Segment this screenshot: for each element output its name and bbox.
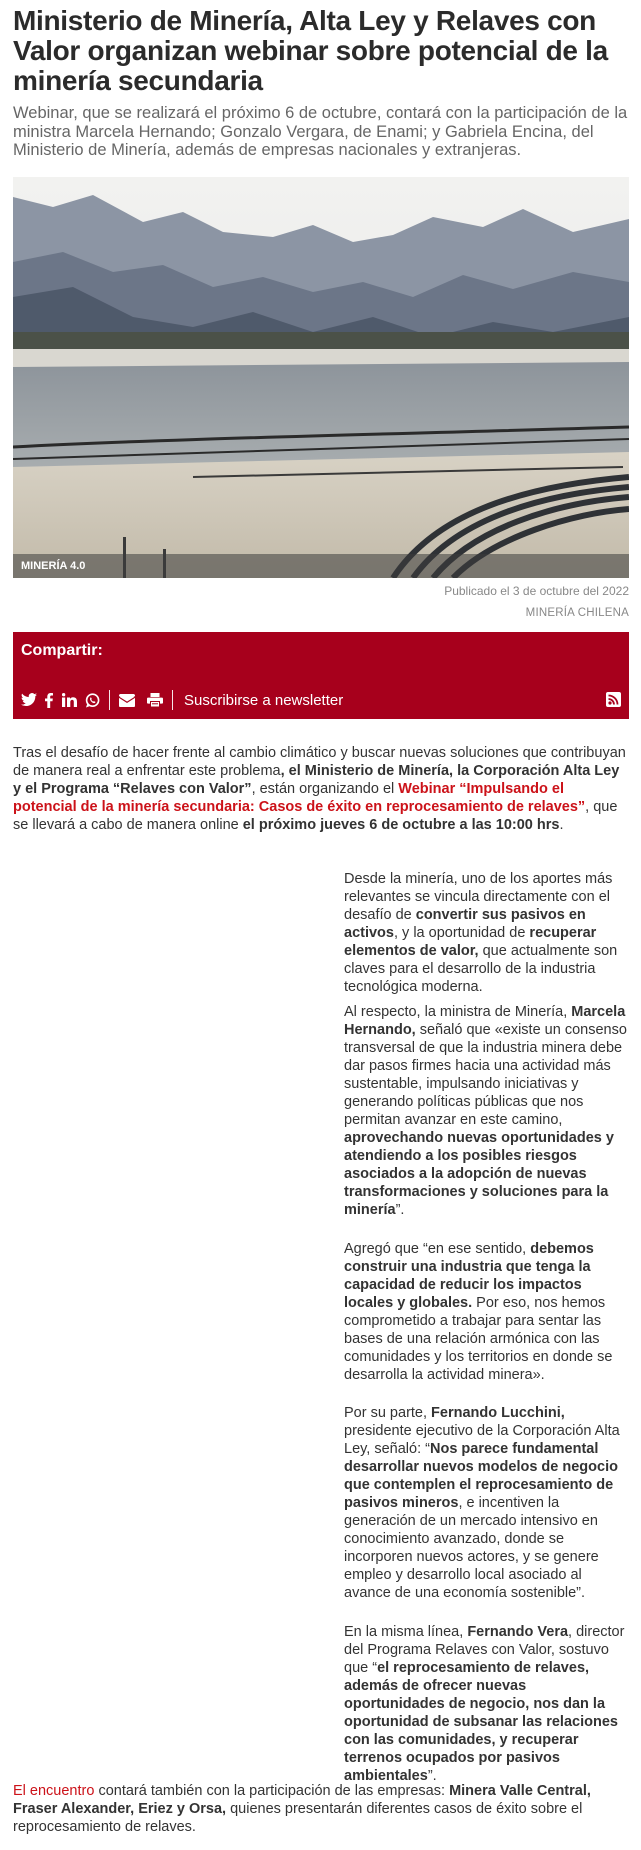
paragraph-ministra: Al respecto, la ministra de Minería, Marcela Hernando, señaló que «existe un consenso transversal de que la industria minera debe dar pasos firmes hacia una actividad más sustentable, impulsando iniciativas y generando políticas públicas que nos permitan avanzar en este camino, aprovechando nuevas oportunidades y atendiendo a los posibles riesgos asociados a la adopción de nuevas transformaciones y soluciones para la minería”. <box>344 1004 627 1218</box>
paragraph-industria: Agregó que “en ese sentido, debemos construir una industria que tenga la capacidad de reducir los impactos locales y globales. Por eso, nos hemos comprometido a trabajar para sentar las bases de una relación armónica con las comunidades y los territorios en donde se desarrolla la actividad minera». <box>344 1241 613 1383</box>
image-caption: MINERÍA 4.0 <box>13 554 629 578</box>
email-icon[interactable] <box>119 694 135 707</box>
article-source: MINERÍA CHILENA <box>525 607 629 619</box>
paragraph-encuentro: El encuentro contará también con la participación de las empresas: Minera Valle Central, Fraser Alexander, Eriez y Orsa, quienes presentarán diferentes casos de éxito sobre el reprocesamiento de relaves. <box>13 1783 591 1835</box>
article-hero-image <box>13 177 629 578</box>
divider <box>109 690 110 710</box>
linkedin-icon[interactable] <box>62 693 77 707</box>
print-icon[interactable] <box>147 693 163 707</box>
divider <box>172 690 173 710</box>
published-date: Publicado el 3 de octubre del 2022 <box>444 584 629 598</box>
whatsapp-icon[interactable] <box>85 693 100 708</box>
facebook-icon[interactable] <box>45 693 53 708</box>
share-bar <box>13 632 629 719</box>
tailings-landscape-illustration <box>13 177 629 578</box>
lead-paragraph: Tras el desafío de hacer frente al cambio climático y buscar nuevas soluciones que contribuyan de manera real a enfrentar este problema, el Ministerio de Minería, la Corporación Alta Ley y el Programa “Relaves con Valor”, están organizando el Webinar “Impulsando el potencial de la minería secundaria: Casos de éxito en reprocesamiento de relaves”, que se llevará a cabo de manera online el próximo jueves 6 de octubre a las 10:00 hrs. <box>13 745 626 833</box>
rss-icon[interactable] <box>606 692 621 707</box>
paragraph-lucchini: Por su parte, Fernando Lucchini, presidente ejecutivo de la Corporación Alta Ley, señaló: “Nos parece fundamental desarrollar nuevos modelos de negocio que contemplen el reprocesamiento de pasivos mineros, e incentiven la generación de un mercado intensivo en conocimiento avanzado, donde se incorporen nuevos actores, y se genere empleo y desarrollo local asociado al avance de una economía sostenible”. <box>344 1405 620 1601</box>
newsletter-subscribe-link[interactable]: Suscribirse a newsletter <box>184 691 344 709</box>
article-subtitle: Webinar, que se realizará el próximo 6 de octubre, contará con la participación de la ministra Marcela Hernando; Gonzalo Vergara, de Enami; y Gabriela Encina, del Ministerio de Minería, además de empresas nacionales y extranjeras. <box>13 104 628 159</box>
webinar-link[interactable]: Webinar “Impulsando el potencial de la minería secundaria: Casos de éxito en reprocesamiento de relaves” <box>13 781 586 815</box>
paragraph-pasivos: Desde la minería, uno de los aportes más relevantes se vincula directamente con el desafío de convertir sus pasivos en activos, y la oportunidad de recuperar elementos de valor, que actualmente son claves para el desarrollo de la industria tecnológica moderna. <box>344 871 618 995</box>
encuentro-link[interactable]: El encuentro <box>13 1783 95 1799</box>
twitter-icon[interactable] <box>21 693 37 707</box>
paragraph-vera: En la misma línea, Fernando Vera, director del Programa Relaves con Valor, sostuvo que “el reprocesamiento de relaves, además de ofrecer nuevas oportunidades de negocio, nos dan la oportunidad de subsanar las relaciones con las comunidades, y recuperar terrenos ocupados por pasivos ambientales”. <box>344 1624 625 1784</box>
share-label: Compartir: <box>21 642 103 659</box>
article-title: Ministerio de Minería, Alta Ley y Relaves con Valor organizan webinar sobre potencial de la minería secundaria <box>13 5 608 96</box>
share-icons <box>21 688 343 712</box>
